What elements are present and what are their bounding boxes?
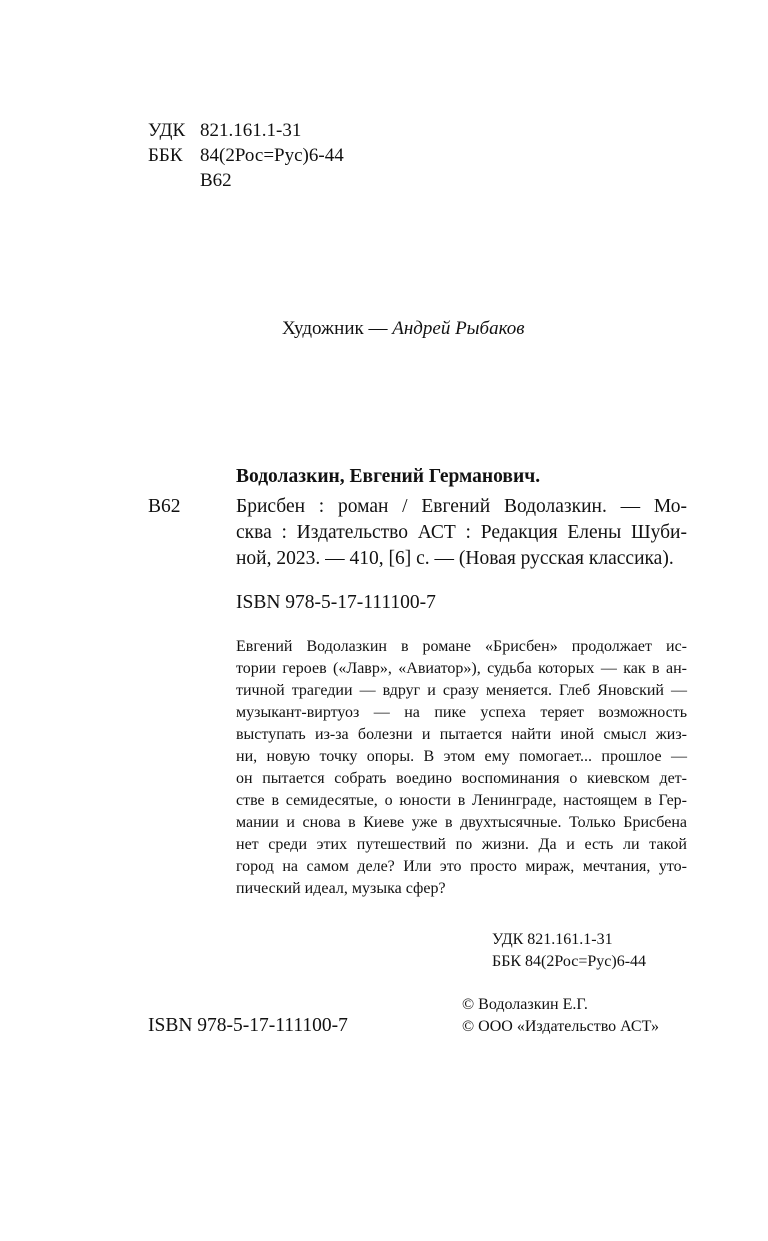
annotation-line: город на самом деле? Или это просто мираж, мечтания, уто-	[236, 858, 687, 875]
annotation-line: нет среди этих путешествий по жизни. Да и есть ли такой	[236, 836, 687, 853]
annotation-line: мании и снова в Киеве уже в двухтысячные. Только Брисбена	[236, 814, 687, 831]
description-line: Брисбен : роман / Евгений Водолазкин. — Мо-	[236, 496, 687, 517]
copyright-publisher: © ООО «Издательство АСТ»	[462, 1018, 659, 1035]
footer-isbn: ISBN 978-5-17-111100-7	[148, 1015, 348, 1036]
udk-value: 821.161.1-31	[200, 120, 302, 141]
author-mark: В62	[200, 170, 232, 191]
annotation-line: стве в семидесятые, о юности в Ленинграде, настоящем в Гер-	[236, 792, 687, 809]
annotation-line: выступать из-за болезни и пытается найти иной смысл жиз-	[236, 726, 687, 743]
description-line: ной, 2023. — 410, [6] с. — (Новая русская классика).	[236, 548, 674, 569]
annotation-line: ни, новую точку опоры. В этом ему помогает... прошлое —	[236, 748, 687, 765]
classification-top	[148, 118, 344, 193]
artist-credit	[282, 318, 525, 340]
bbk-bottom: ББК 84(2Рос=Рус)6-44	[492, 953, 647, 970]
bbk-value: 84(2Рос=Рус)6-44	[200, 145, 344, 166]
udk-bottom: УДК 821.161.1-31	[492, 931, 613, 948]
author-heading: Водолазкин, Евгений Германович.	[236, 466, 541, 487]
annotation-line: Евгений Водолазкин в романе «Брисбен» продолжает ис-	[236, 638, 687, 655]
artist-name: Андрей Рыбаков	[392, 318, 525, 339]
record-isbn: ISBN 978-5-17-111100-7	[236, 592, 436, 613]
annotation-line: тории героев («Лавр», «Авиатор»), судьба которых — как в ан-	[236, 660, 687, 677]
copyright-block	[462, 994, 659, 1038]
bbk-label: ББК	[148, 145, 183, 166]
udk-label: УДК	[148, 120, 186, 141]
author-mark-line	[148, 168, 344, 193]
annotation-line: он пытается собрать воедино воспоминания о киевском дет-	[236, 770, 687, 787]
udk-line	[148, 118, 344, 143]
artist-prefix: Художник —	[282, 318, 393, 339]
description-line: сква : Издательство АСТ : Редакция Елены Шуби-	[236, 522, 687, 543]
annotation-line: музыкант-виртуоз — на пике успеха теряет возможность	[236, 704, 687, 721]
annotation-line: тичной трагедии — вдруг и сразу меняется. Глеб Яновский —	[236, 682, 687, 699]
bbk-line	[148, 143, 344, 168]
classification-bottom	[492, 929, 646, 973]
record-mark: В62	[148, 496, 181, 517]
bibliographic-description	[236, 494, 687, 572]
annotation	[236, 636, 687, 900]
annotation-line: пический идеал, музыка сфер?	[236, 880, 446, 897]
copyright-author: © Водолазкин Е.Г.	[462, 996, 588, 1013]
